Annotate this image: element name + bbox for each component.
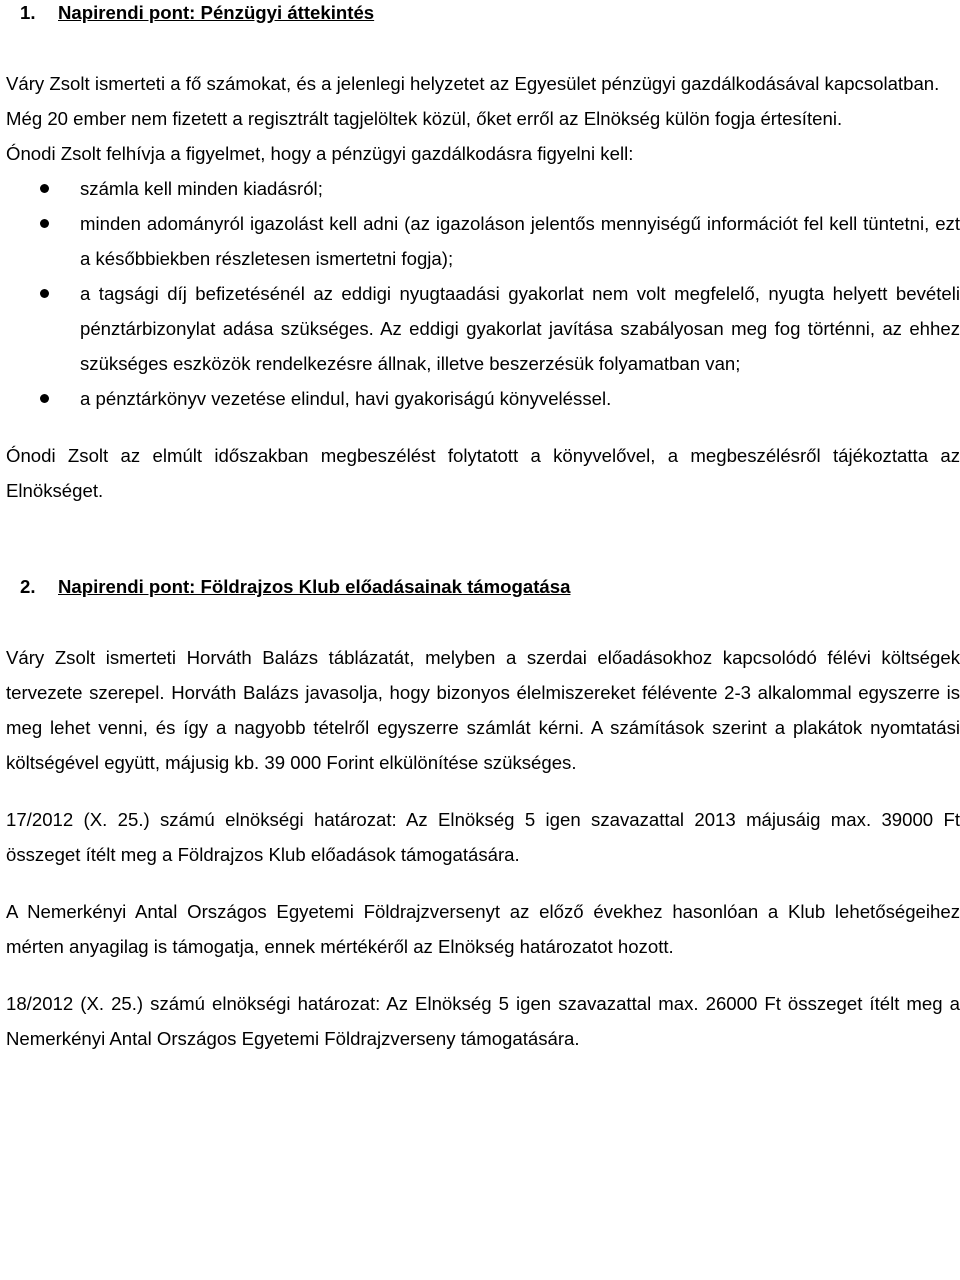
list-item	[6, 276, 960, 381]
section-2-paragraph-2: A Nemerkényi Antal Országos Egyetemi Földrajzversenyt az előző évekhez hasonlóan a Klub lehetőségeihez mérten anyagilag is támogatja, ennek mértékéről az Elnökség határozatot hozott.	[6, 901, 960, 957]
list-item-text: a tagsági díj befizetésénél az eddigi nyugtaadási gyakorlat nem volt megfelelő, nyugta helyett bevételi pénztárbizonylat adása szükséges. Az eddigi gyakorlat javítása szabályosan meg fog történni, az ehhez szükséges eszközök rendelkezésre állnak, illetve beszerzésük folyamatban van;	[80, 283, 960, 374]
list-item	[6, 171, 960, 206]
section-1-paragraph-4: Ónodi Zsolt az elmúlt időszakban megbeszélést folytatott a könyvelővel, a megbeszélésről tájékoztatta az Elnökséget.	[6, 445, 960, 501]
list-item-text: minden adományról igazolást kell adni (az igazoláson jelentős mennyiségű információt fel kell tüntetni, ezt a későbbiekben részletesen ismertetni fogja);	[80, 213, 960, 269]
bullet-icon	[40, 184, 49, 193]
resolution-17-2012: 17/2012 (X. 25.) számú elnökségi határozat: Az Elnökség 5 igen szavazattal 2013 májusáig max. 39000 Ft összeget ítélt meg a Földrajzos Klub előadások támogatására.	[6, 809, 960, 865]
section-2-paragraph-1: Váry Zsolt ismerteti Horváth Balázs táblázatát, melyben a szerdai előadásokhoz kapcsolódó félévi költségek tervezete szerepel. Horváth Balázs javasolja, hogy bizonyos élelmiszereket félévente 2-3 alkalommal egyszerre is meg lehet venni, és így a nagyobb tételről egyszerre számlát kérni. A számítások szerint a plakátok nyomtatási költségével együtt, májusig kb. 39 000 Forint elkülönítése szükséges.	[6, 647, 960, 773]
resolution-18-2012: 18/2012 (X. 25.) számú elnökségi határozat: Az Elnökség 5 igen szavazattal max. 26000 Ft összeget ítélt meg a Nemerkényi Antal Országos Egyetemi Földrajzverseny támogatására.	[6, 993, 960, 1049]
list-item-text: számla kell minden kiadásról;	[80, 178, 323, 199]
bullet-icon	[40, 394, 49, 403]
section-1-paragraph-2: Még 20 ember nem fizetett a regisztrált tagjelöltek közül, őket erről az Elnökség külön fogja értesíteni.	[6, 108, 843, 129]
section-1-title: Napirendi pont: Pénzügyi áttekintés	[58, 2, 375, 23]
section-1-number: 1.	[20, 2, 36, 23]
list-item	[6, 206, 960, 276]
bullet-icon	[40, 219, 49, 228]
list-item	[6, 381, 960, 416]
section-2-heading	[6, 574, 960, 600]
document-page	[6, 0, 960, 1056]
bullet-icon	[40, 289, 49, 298]
section-2-number: 2.	[20, 576, 36, 597]
section-2-title: Napirendi pont: Földrajzos Klub előadásainak támogatása	[58, 576, 571, 597]
section-1-heading	[6, 0, 960, 26]
list-item-text: a pénztárkönyv vezetése elindul, havi gyakoriságú könyveléssel.	[80, 388, 612, 409]
finance-rules-list	[6, 171, 960, 416]
section-1-paragraph-1: Váry Zsolt ismerteti a fő számokat, és a jelenlegi helyzetet az Egyesület pénzügyi gazdálkodásával kapcsolatban.	[6, 73, 940, 94]
section-1-paragraph-3: Ónodi Zsolt felhívja a figyelmet, hogy a pénzügyi gazdálkodásra figyelni kell:	[6, 143, 634, 164]
